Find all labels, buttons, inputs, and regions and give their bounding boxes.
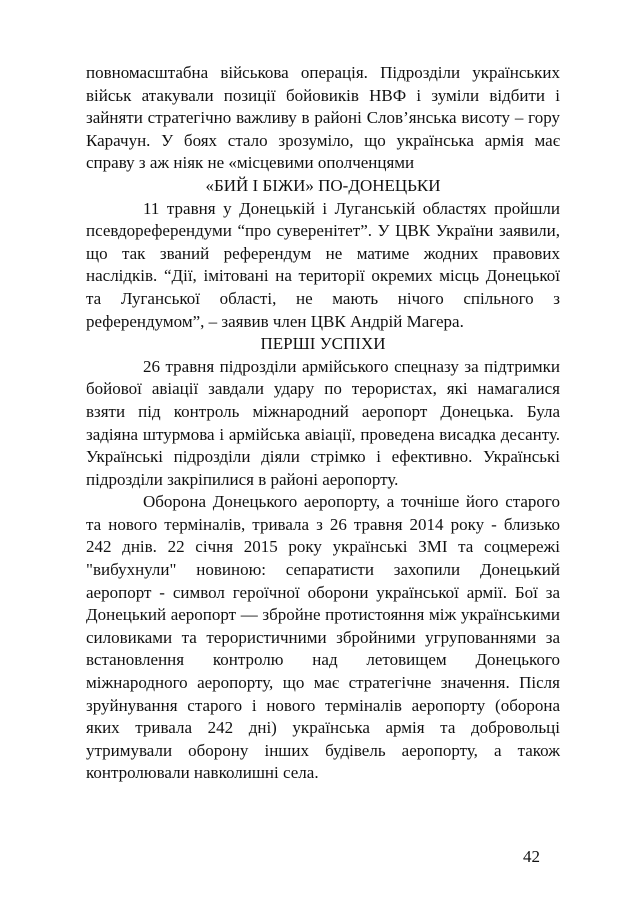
section-heading: «БИЙ І БІЖИ» ПО-ДОНЕЦЬКИ: [205, 175, 441, 195]
paragraph: 26 травня підрозділи армійського спецназу за підтримки бойової авіації завдали удару по терористах, які намагалися взяти під контроль міжнародний аеропорт Донецька. Була задіяна штурмова і армійська авіації, проведена висадка десанту. Українські підрозділи діяли стрімко і ефективно. Українські підрозділи закріпилися в районі аеропорту.: [86, 356, 560, 489]
page-body: [86, 62, 560, 785]
section-heading: ПЕРШІ УСПІХИ: [260, 334, 386, 354]
page-number: 42: [523, 847, 540, 866]
paragraph: 11 травня у Донецькій і Луганській областях пройшли псевдореферендуми “про суверенітет”. У ЦВК України заявили, що так званий референдум не матиме жодних правових наслідків. “Дії, імітовані на території окремих місць Донецької та Луганської області, не мають нічого спільного з референдумом”, – заявив член ЦВК Андрій Магера.: [86, 198, 560, 331]
paragraph: Оборона Донецького аеропорту, а точніше його старого та нового терміналів, тривала з 26 травня 2014 року - близько 242 днів. 22 січня 2015 року українські ЗМІ та соцмережі "вибухнули" новиною: сепаратисти захопили Донецький аеропорт - символ героїчної оборони української армії. Бої за Донецький аеропорт — збройне протистояння між українськими силовиками та терористичними збройними угрупованнями за встановлення контролю над летовищем Донецького міжнародного аеропорту, що має стратегічне значення. Після зруйнування старого і нового терміналів аеропорту (оборона яких тривала 242 дні) українська армія та добровольці утримували оборону інших будівель аеропорту, а також контролювали навколишні села.: [86, 492, 560, 783]
paragraph: повномасштабна військова операція. Підрозділи українських військ атакували позиції бойовиків НВФ і зуміли відбити і зайняти стратегічно важливу в районі Слов’янська висоту – гору Карачун. У боях стало зрозуміло, що українська армія має справу з аж ніяк не «місцевими ополченцями: [86, 63, 560, 173]
